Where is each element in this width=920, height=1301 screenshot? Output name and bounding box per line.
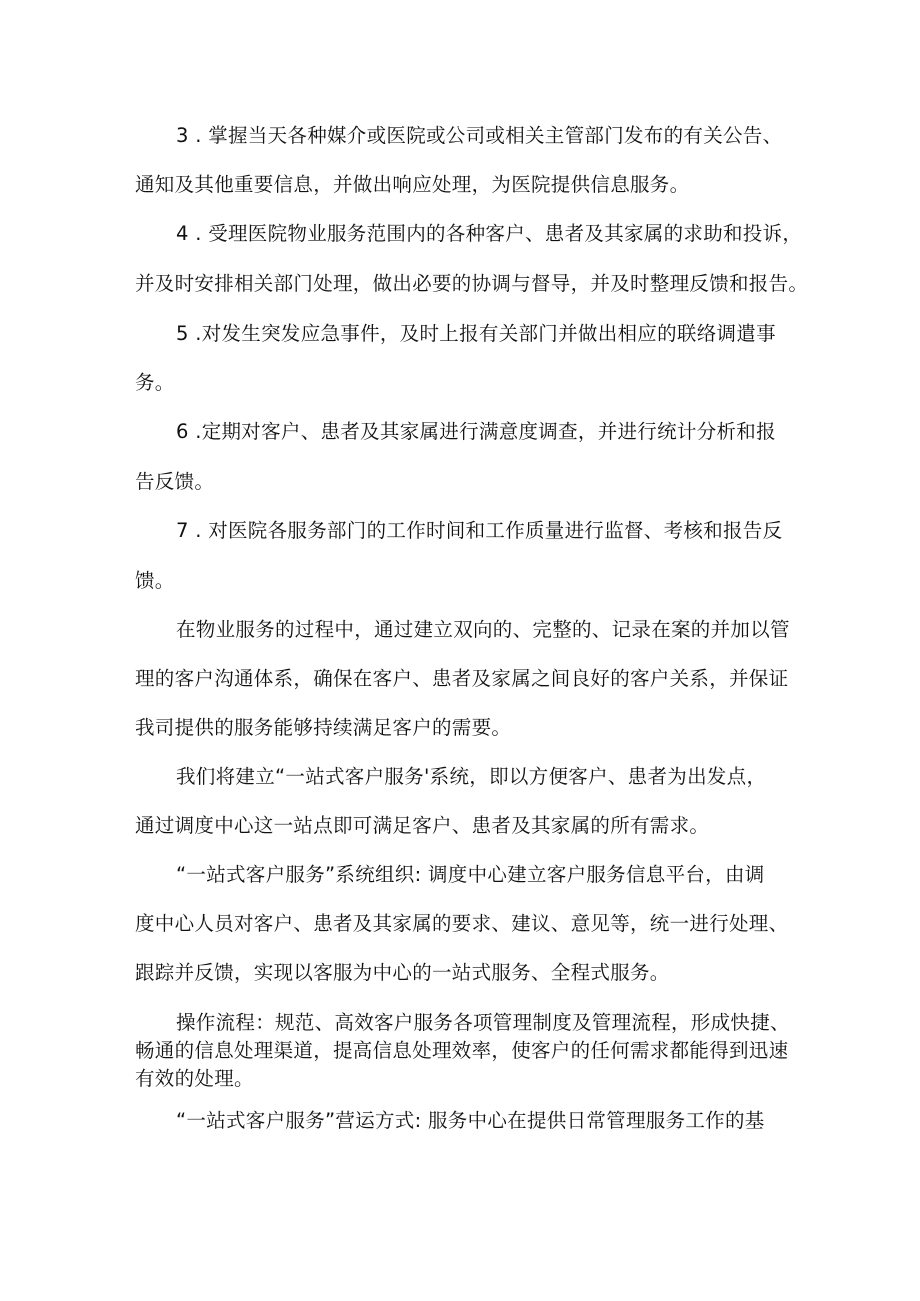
text-line: 畅通的信息处理渠道，提高信息处理效率，使客户的任何需求都能得到迅速 (135, 1039, 789, 1062)
text-line: 通知及其他重要信息，并做出响应处理，为医院提供信息服务。 (135, 173, 690, 196)
text-line: 5 .对发生突发应急事件，及时上报有关部门并做出相应的联络调遣事 (176, 322, 776, 345)
text-line: 3 . 掌握当天各种媒介或医院或公司或相关主管部门发布的有关公告、 (176, 124, 783, 147)
text-line: 有效的处理。 (135, 1067, 254, 1090)
text-line: “一站式客户服务”营运方式: 服务中心在提供日常管理服务工作的基 (176, 1109, 765, 1132)
text-line: 理的客户沟通体系，确保在客户、患者及家属之间良好的客户关系，并保证 (135, 667, 789, 690)
text-line: 通过调度中心这一站点即可满足客户、患者及其家属的所有需求。 (135, 814, 710, 837)
text-line: 在物业服务的过程中，通过建立双向的、完整的、记录在案的并加以管 (176, 618, 790, 641)
text-line: 务。 (135, 371, 175, 394)
text-line: 告反馈。 (135, 470, 215, 493)
text-line: 跟踪并反馈，实现以客服为中心的一站式服务、全程式服务。 (135, 961, 670, 984)
text-line: 我司提供的服务能够持续满足客户的需要。 (135, 716, 512, 739)
text-line: 6 .定期对客户、患者及其家属进行满意度调查，并进行统计分析和报 (176, 420, 776, 443)
text-line: 7 . 对医院各服务部门的工作时间和工作质量进行监督、考核和报告反 (176, 519, 783, 542)
text-line: 馈。 (135, 569, 175, 592)
text-line: 4 . 受理医院物业服务范围内的各种客户、患者及其家属的求助和投诉， (176, 222, 803, 245)
text-line: 并及时安排相关部门处理，做出必要的协调与督导，并及时整理反馈和报告。 (135, 272, 809, 295)
text-line: 我们将建立“一站式客户服务'系统，即以方便客户、患者为出发点， (176, 765, 767, 788)
text-line: 操作流程：规范、高效客户服务各项管理制度及管理流程，形成快捷、 (176, 1011, 790, 1034)
text-line: 度中心人员对客户、患者及其家属的要求、建议、意见等，统一进行处理、 (135, 912, 789, 935)
text-line: “一站式客户服务”系统组织: 调度中心建立客户服务信息平台，由调 (176, 863, 765, 886)
